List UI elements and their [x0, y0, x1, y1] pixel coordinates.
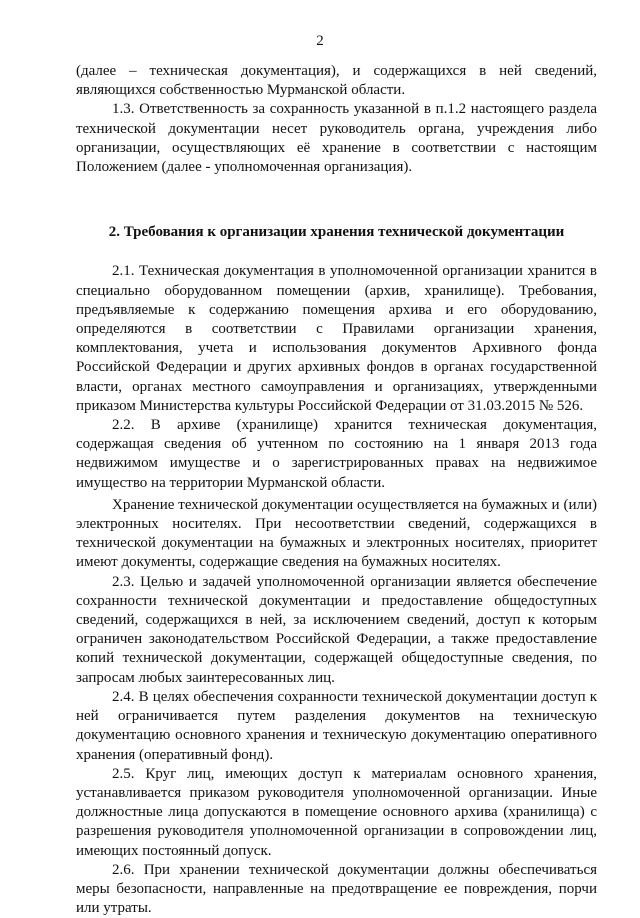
page-number: 2 [316, 33, 324, 49]
section-heading: 2. Требования к организации хранения технической документации [108, 224, 565, 241]
document-body [76, 62, 597, 918]
paragraph-2-2: 2.2. В архиве (хранилище) хранится техническая документация, содержащая сведения об учтенном по состоянию на 1 января 2013 года недвижимом имуществе и о зарегистрированных правах на недвижимое имущество на территории Мурманской области. [76, 417, 597, 491]
paragraph-2-5: 2.5. Круг лиц, имеющих доступ к материалам основного хранения, устанавливается приказом руководителя уполномоченной организации. Иные должностные лица допускаются в помещение основного архива (хранилища) с разрешения руководителя уполномоченной организации в сопровождении лиц, имеющих постоянный допуск. [76, 765, 597, 859]
paragraph-storage-media: Хранение технической документации осуществляется на бумажных и (или) электронных носителях. При несоответствии сведений, содержащихся в технической документации на бумажных и электронных носителях, приоритет имеют документы, содержащие сведения на бумажных носителях. [76, 496, 597, 571]
paragraph-2-6: 2.6. При хранении технической документации должны обеспечиваться меры безопасности, направленные на предотвращение ее повреждения, порчи или утраты. [76, 861, 597, 917]
paragraph-continuation: (далее – техническая документация), и содержащихся в ней сведений, являющихся собственностью Мурманской области. [76, 63, 597, 99]
paragraph-2-3: 2.3. Целью и задачей уполномоченной организации является обеспечение сохранности технической документации и предоставление общедоступных сведений, содержащихся в ней, за исключением сведений, доступ к которым ограничен законодательством Российской Федерации, а также предоставление копий технической документации, содержащей общедоступные сведения, по запросам любых заинтересованных лиц. [76, 573, 597, 686]
paragraph-2-4: 2.4. В целях обеспечения сохранности технической документации доступ к ней ограничивается путем разделения документов на техническую документацию основного хранения и техническую документацию оперативного хранения (оперативный фонд). [76, 688, 597, 763]
paragraph-2-1: 2.1. Техническая документация в уполномоченной организации хранится в специально оборудованном помещении (архив, хранилище). Требования, предъявляемые к содержанию помещения архива и его оборудованию, определяются в соответствии с Правилами организации хранения, комплектования, учета и использования документов Архивного фонда Российской Федерации и других архивных фондов в органах государственной власти, органах местного самоуправления и организациях, утвержденными приказом Министерства культуры Российской Федерации от 31.03.2015 № 526. [76, 263, 597, 414]
paragraph-1-3: 1.3. Ответственность за сохранность указанной в п.1.2 настоящего раздела технической документации несет руководитель органа, учреждения либо организации, осуществляющих её хранение в соответствии с настоящим Положением (далее - уполномоченная организация). [76, 101, 597, 176]
